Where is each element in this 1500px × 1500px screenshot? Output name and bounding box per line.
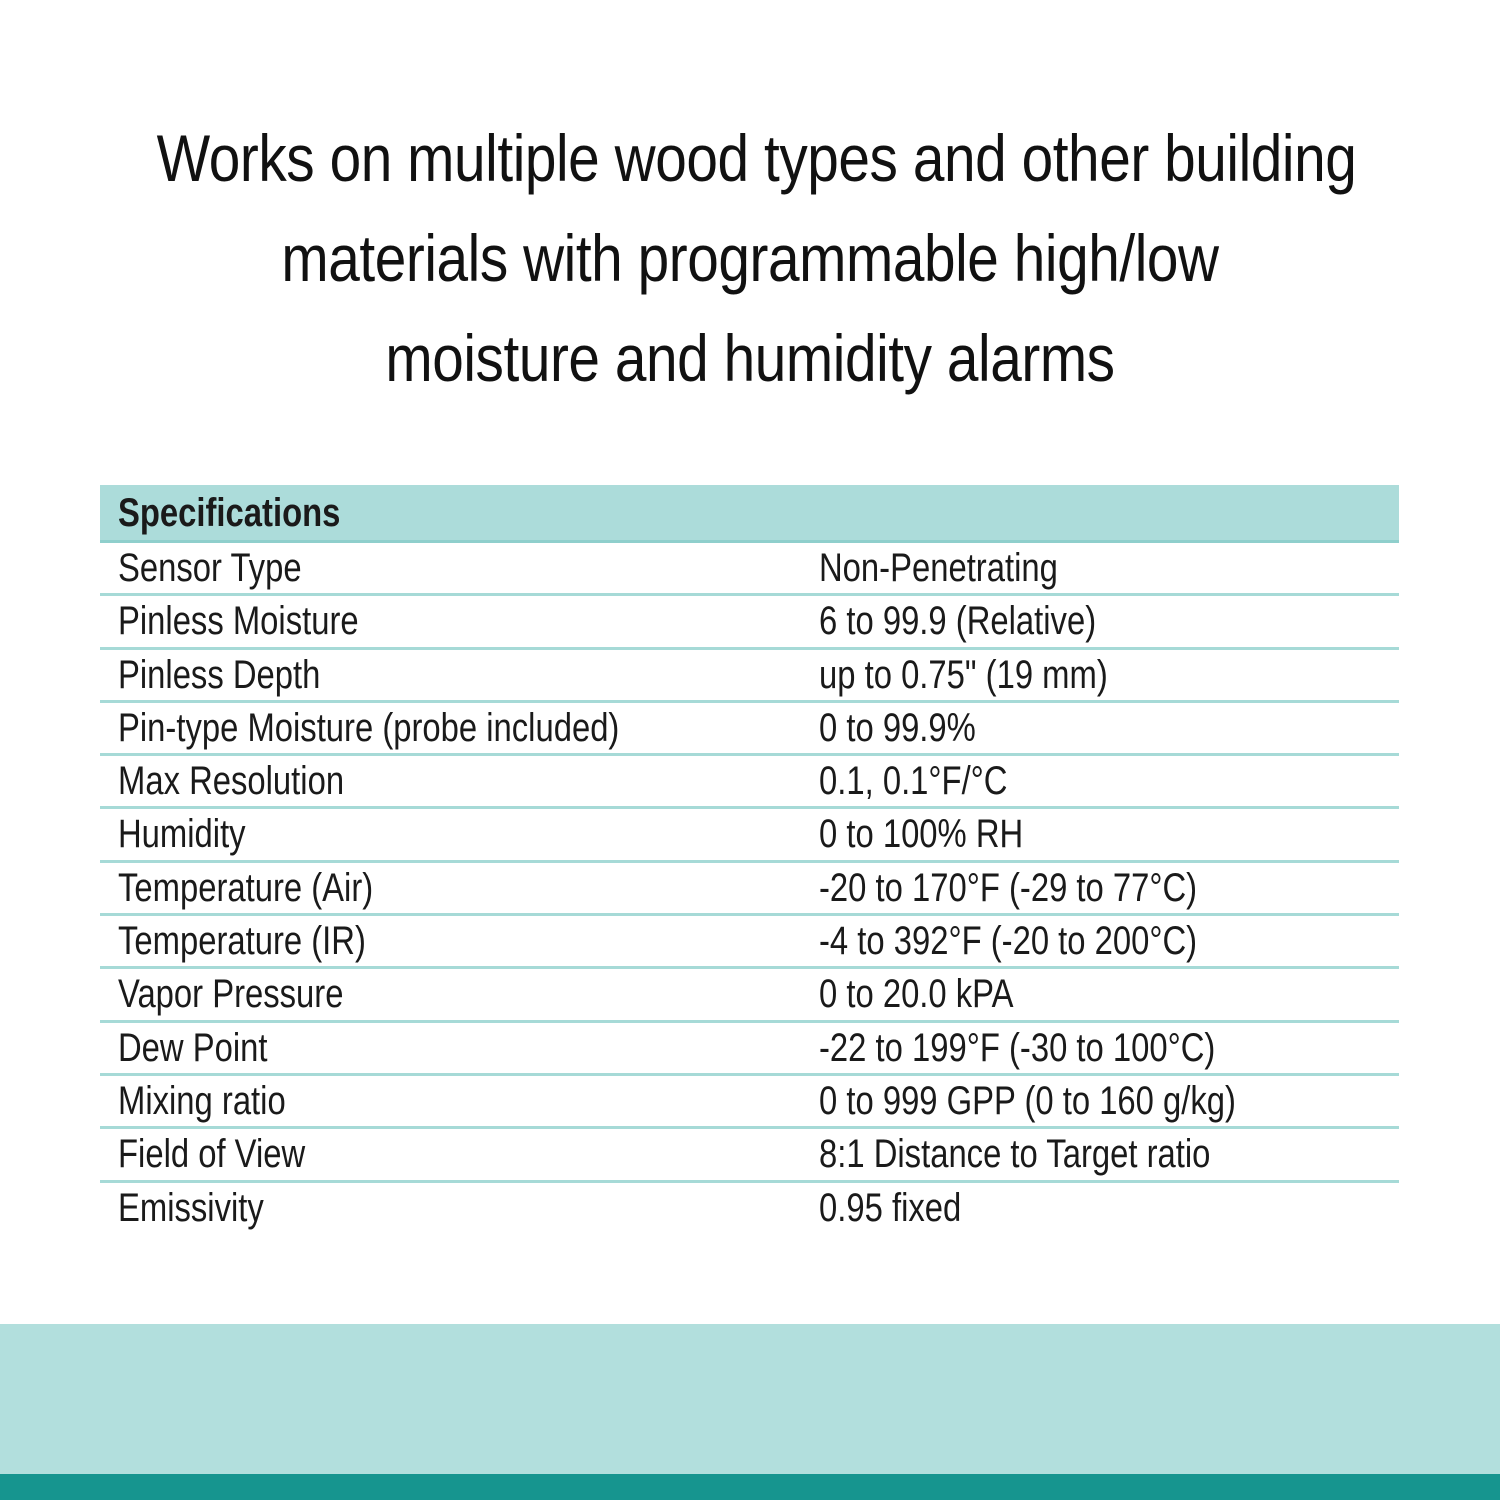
footer-strip: [0, 1474, 1500, 1500]
spec-value: 0 to 20.0 kPA: [819, 972, 1014, 1017]
spec-label: Mixing ratio: [118, 1078, 286, 1123]
spec-label: Pin-type Moisture (probe included): [118, 705, 620, 750]
spec-row: [100, 969, 1399, 1022]
footer-band: [0, 1324, 1500, 1474]
spec-value: up to 0.75" (19 mm): [819, 652, 1108, 697]
spec-value: -22 to 199°F (-30 to 100°C): [819, 1025, 1216, 1070]
spec-label: Temperature (Air): [118, 865, 374, 910]
specifications-table: [100, 485, 1399, 1236]
spec-row: [100, 1129, 1399, 1182]
spec-value: Non-Penetrating: [819, 546, 1058, 590]
spec-label: Temperature (IR): [118, 919, 366, 964]
spec-label: Max Resolution: [118, 759, 345, 804]
spec-value: 8:1 Distance to Target ratio: [819, 1132, 1211, 1177]
spec-row: [100, 863, 1399, 916]
spec-row: [100, 809, 1399, 862]
spec-value: 0 to 999 GPP (0 to 160 g/kg): [819, 1078, 1236, 1123]
spec-value: -4 to 392°F (-20 to 200°C): [819, 919, 1198, 964]
spec-row: [100, 756, 1399, 809]
spec-value: 0.1, 0.1°F/°C: [819, 759, 1008, 804]
headline-line-3: moisture and humidity alarms: [385, 321, 1115, 395]
spec-row: [100, 1023, 1399, 1076]
spec-label: Pinless Moisture: [118, 599, 359, 644]
headline: [60, 108, 1440, 408]
spec-label: Dew Point: [118, 1025, 268, 1070]
spec-label: Vapor Pressure: [118, 972, 344, 1017]
headline-line-1: Works on multiple wood types and other building: [156, 121, 1357, 195]
spec-row: [100, 596, 1399, 649]
spec-row: [100, 916, 1399, 969]
spec-value: 0 to 100% RH: [819, 812, 1024, 857]
spec-value: 6 to 99.9 (Relative): [819, 599, 1097, 644]
headline-line-2: materials with programmable high/low: [281, 221, 1219, 295]
spec-row: [100, 1076, 1399, 1129]
specifications-title: Specifications: [118, 491, 341, 535]
spec-label: Field of View: [118, 1132, 306, 1177]
spec-label: Sensor Type: [118, 546, 302, 590]
spec-row: [100, 1183, 1399, 1236]
spec-row: [100, 543, 1399, 596]
spec-value: 0 to 99.9%: [819, 705, 976, 750]
spec-label: Humidity: [118, 812, 246, 857]
spec-row: [100, 703, 1399, 756]
spec-label: Pinless Depth: [118, 652, 321, 697]
specifications-header: [100, 485, 1399, 543]
spec-row: [100, 650, 1399, 703]
spec-label: Emissivity: [118, 1185, 264, 1230]
spec-value: 0.95 fixed: [819, 1185, 962, 1230]
spec-value: -20 to 170°F (-29 to 77°C): [819, 865, 1198, 910]
